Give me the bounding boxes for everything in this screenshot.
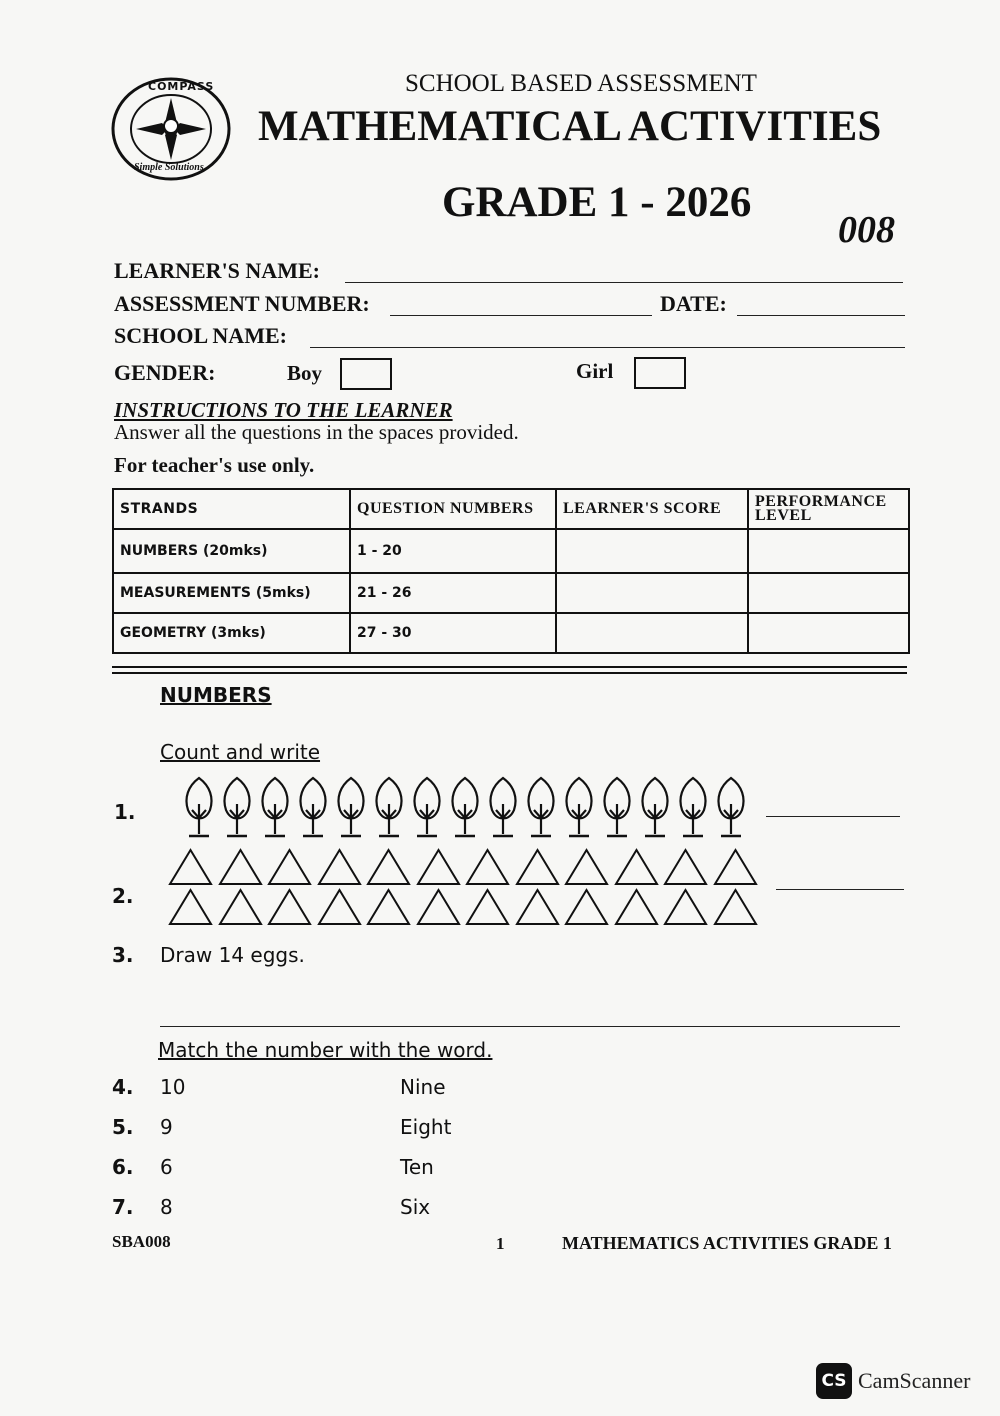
logo-bottom-text: Simple Solutions: [134, 162, 204, 173]
tree-icon: [560, 774, 598, 840]
match-heading: Match the number with the word.: [158, 1038, 493, 1062]
match-word[interactable]: Eight: [400, 1115, 452, 1139]
table-header-row: [113, 489, 909, 529]
girl-checkbox[interactable]: [634, 357, 686, 389]
boy-checkbox[interactable]: [340, 358, 392, 390]
tree-icon: [408, 774, 446, 840]
match-word[interactable]: Ten: [400, 1155, 434, 1179]
triangle-icon: [513, 888, 563, 926]
date-label: DATE:: [660, 291, 727, 316]
compass-logo: [110, 76, 232, 182]
learner-name-line[interactable]: [345, 282, 903, 283]
footer-title: MATHEMATICS ACTIVITIES GRADE 1: [562, 1233, 892, 1253]
footer-code: SBA008: [112, 1232, 171, 1251]
score-cell[interactable]: [556, 573, 748, 613]
question-1-number: 1.: [114, 800, 136, 824]
tree-icon: [294, 774, 332, 840]
instructions-title: INSTRUCTIONS TO THE LEARNER: [114, 398, 453, 422]
triangle-icon: [364, 888, 414, 926]
boy-label: Boy: [287, 361, 323, 385]
school-name-line[interactable]: [310, 347, 905, 348]
teacher-use-label: For teacher's use only.: [114, 453, 315, 477]
table-row: [113, 573, 909, 613]
tree-icon: [180, 774, 218, 840]
school-name-label: SCHOOL NAME:: [114, 323, 287, 348]
triangle-icon: [315, 848, 365, 886]
triangle-icon: [661, 848, 711, 886]
paper-code: 008: [838, 209, 895, 251]
triangle-icon: [364, 848, 414, 886]
question-3-text: Draw 14 eggs.: [160, 943, 305, 967]
triangle-row-top: [166, 848, 760, 886]
level-cell[interactable]: [748, 529, 909, 573]
camscanner-text: CamScanner: [858, 1368, 971, 1393]
triangle-row-bottom: [166, 888, 760, 926]
score-cell[interactable]: [556, 529, 748, 573]
question-3-number: 3.: [112, 943, 134, 967]
question-2-answer-line[interactable]: [776, 889, 904, 890]
triangle-icon: [513, 848, 563, 886]
tree-icon: [446, 774, 484, 840]
strand-cell: GEOMETRY (3mks): [113, 613, 350, 653]
tree-row: [180, 774, 750, 842]
assessment-title: SCHOOL BASED ASSESSMENT: [405, 70, 757, 97]
question-6-number: 6.: [112, 1155, 134, 1179]
logo-top-text: COMPASS: [148, 80, 215, 93]
numbers-section-title: NUMBERS: [160, 683, 272, 707]
triangle-icon: [414, 888, 464, 926]
header-performance-level: PERFORMANCE LEVEL: [748, 489, 909, 529]
triangle-icon: [265, 848, 315, 886]
level-cell[interactable]: [748, 573, 909, 613]
camscanner-watermark: [816, 1363, 970, 1399]
header-question-numbers: QUESTION NUMBERS: [350, 489, 556, 529]
camscanner-logo-icon: CS: [816, 1363, 852, 1399]
triangle-icon: [562, 888, 612, 926]
footer-page-number: 1: [496, 1234, 505, 1253]
header-strands: STRANDS: [113, 489, 350, 529]
instructions-text: Answer all the questions in the spaces provided.: [114, 420, 519, 444]
question-3-answer-line[interactable]: [160, 1026, 900, 1027]
questions-cell: 1 - 20: [350, 529, 556, 573]
strand-cell: MEASUREMENTS (5mks): [113, 573, 350, 613]
table-row: [113, 613, 909, 653]
tree-icon: [484, 774, 522, 840]
triangle-icon: [612, 848, 662, 886]
subject-title: MATHEMATICAL ACTIVITIES: [258, 103, 882, 150]
header-learner-score: LEARNER'S SCORE: [556, 489, 748, 529]
date-line[interactable]: [737, 315, 905, 316]
question-2-number: 2.: [112, 884, 134, 908]
match-word[interactable]: Six: [400, 1195, 431, 1219]
learner-name-label: LEARNER'S NAME:: [114, 258, 320, 283]
triangle-icon: [216, 888, 266, 926]
triangle-icon: [711, 848, 761, 886]
question-4-number: 4.: [112, 1075, 134, 1099]
assessment-number-label: ASSESSMENT NUMBER:: [114, 291, 370, 316]
count-heading: Count and write: [160, 740, 321, 764]
tree-icon: [332, 774, 370, 840]
tree-icon: [256, 774, 294, 840]
tree-icon: [636, 774, 674, 840]
questions-cell: 21 - 26: [350, 573, 556, 613]
strands-table: [112, 488, 910, 654]
triangle-icon: [166, 848, 216, 886]
level-cell[interactable]: [748, 613, 909, 653]
assessment-number-line[interactable]: [390, 315, 652, 316]
triangle-icon: [612, 888, 662, 926]
grade-title: GRADE 1 - 2026: [442, 179, 752, 226]
match-value: 10: [160, 1075, 186, 1099]
table-row: [113, 529, 909, 573]
gender-label: GENDER:: [114, 360, 216, 385]
tree-icon: [370, 774, 408, 840]
triangle-icon: [562, 848, 612, 886]
match-value: 6: [160, 1155, 173, 1179]
triangle-icon: [315, 888, 365, 926]
question-7-number: 7.: [112, 1195, 134, 1219]
section-divider: [112, 666, 907, 674]
triangle-icon: [463, 888, 513, 926]
triangle-icon: [414, 848, 464, 886]
tree-icon: [712, 774, 750, 840]
strand-cell: NUMBERS (20mks): [113, 529, 350, 573]
score-cell[interactable]: [556, 613, 748, 653]
match-value: 9: [160, 1115, 173, 1139]
match-word[interactable]: Nine: [400, 1075, 446, 1099]
tree-icon: [218, 774, 256, 840]
triangle-icon: [711, 888, 761, 926]
questions-cell: 27 - 30: [350, 613, 556, 653]
girl-label: Girl: [576, 359, 614, 383]
triangle-icon: [216, 848, 266, 886]
triangle-icon: [463, 848, 513, 886]
triangle-icon: [265, 888, 315, 926]
tree-icon: [522, 774, 560, 840]
tree-icon: [674, 774, 712, 840]
match-value: 8: [160, 1195, 173, 1219]
question-5-number: 5.: [112, 1115, 134, 1139]
tree-icon: [598, 774, 636, 840]
question-1-answer-line[interactable]: [766, 816, 900, 817]
triangle-icon: [166, 888, 216, 926]
triangle-icon: [661, 888, 711, 926]
